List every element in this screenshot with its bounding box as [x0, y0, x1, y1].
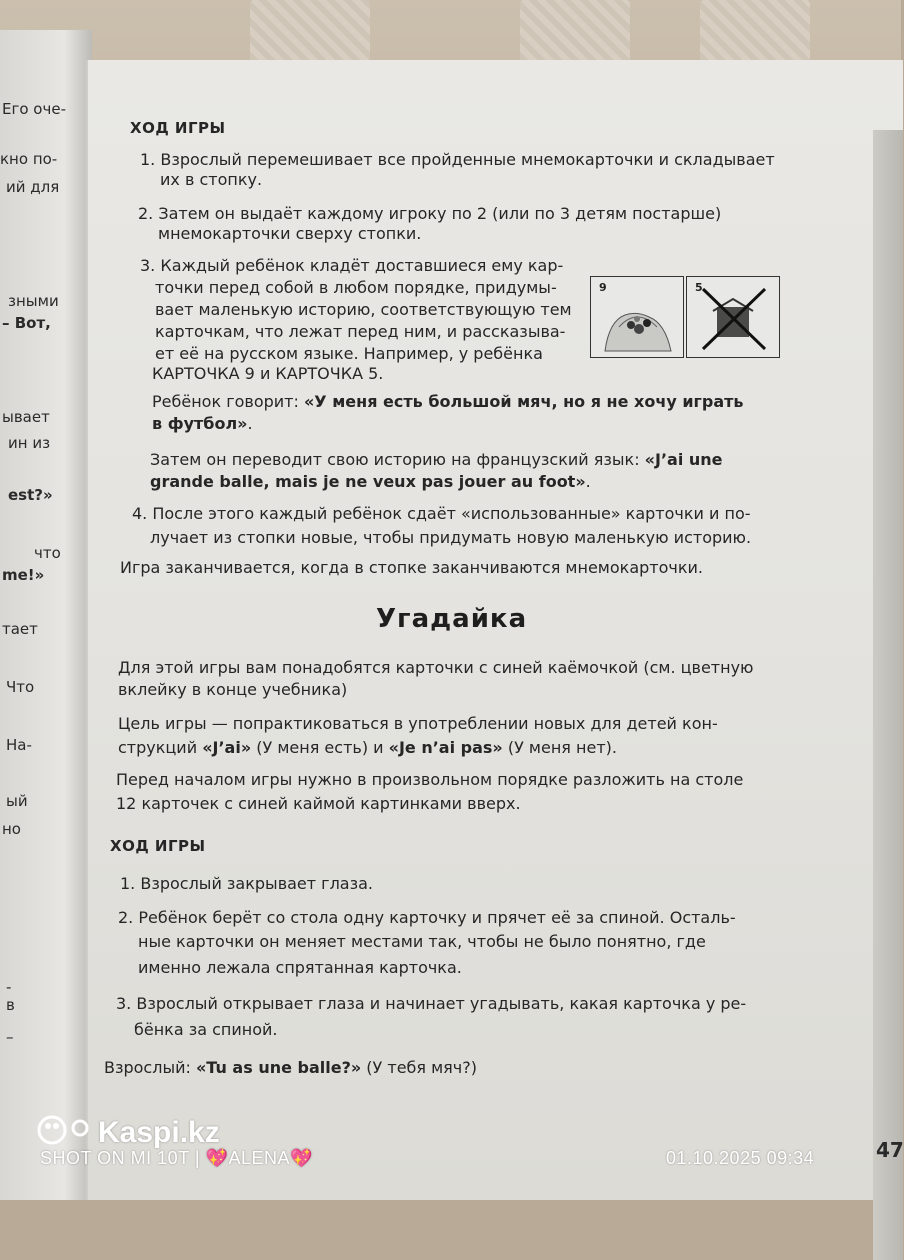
section-heading: ХОД ИГРЫ	[130, 119, 226, 137]
adult-quote: «Tu as une balle?»	[195, 1058, 362, 1077]
goal-phrase: «J’ai»	[202, 738, 252, 757]
goal-phrase: «Je n’ai pas»	[388, 738, 503, 757]
list-item: карточкам, что лежат перед ним, и рассказыва-	[155, 322, 566, 341]
list-item: ет её на русском языке. Например, у ребёнка	[155, 344, 543, 363]
left-page-text: зными	[8, 292, 59, 310]
left-page-text: что	[34, 544, 61, 562]
watermark-camera: SHOT ON MI 10T | 💖ALENA💖	[40, 1148, 313, 1168]
kaspi-logo-icon	[38, 1112, 90, 1148]
left-page-text: На-	[6, 736, 32, 754]
adult-translation: (У тебя мяч?)	[361, 1058, 477, 1077]
left-page-text: ывает	[2, 408, 50, 426]
left-page-text: кно по-	[0, 150, 58, 168]
list-item: 1. Взрослый закрывает глаза.	[120, 874, 374, 893]
child-says-quote: в футбол»	[152, 414, 248, 433]
paragraph	[104, 1056, 477, 1080]
translate-quote: grande balle, mais je ne veux pas jouer au foot»	[150, 472, 586, 491]
goal-text: (У меня нет).	[502, 738, 617, 757]
game-title: Угадайка	[376, 604, 528, 634]
left-page-text: -	[6, 978, 12, 996]
left-page-text: –	[6, 1028, 14, 1046]
card-number: 5	[695, 281, 703, 294]
example-line	[152, 412, 253, 436]
list-item: вает маленькую историю, соответствующую тем	[155, 300, 572, 319]
punctuation: .	[247, 414, 253, 433]
watermark-logo: Kaspi.kz	[98, 1116, 220, 1149]
left-page-text: но	[2, 820, 21, 838]
left-page-text: est?»	[8, 486, 53, 504]
paragraph: вклейку в конце учебника)	[118, 680, 348, 699]
mnemo-card	[686, 276, 780, 358]
paragraph: Игра заканчивается, когда в стопке заканчиваются мнемокарточки.	[120, 558, 703, 577]
list-item: 2. Затем он выдаёт каждому игроку по 2 (или по 3 детям постарше)	[138, 204, 722, 223]
paragraph: Для этой игры вам понадобятся карточки с синей каёмочкой (см. цветную	[118, 658, 754, 677]
paragraph: 12 карточек с синей каймой картинками вверх.	[116, 794, 521, 813]
left-page-text: me!»	[2, 566, 45, 584]
list-item: КАРТОЧКА 9 и КАРТОЧКА 5.	[152, 364, 384, 383]
list-item: 3. Каждый ребёнок кладёт доставшиеся ему кар-	[140, 256, 564, 275]
list-item: бёнка за спиной.	[134, 1020, 278, 1039]
list-item: ные карточки он меняет местами так, чтобы не было понятно, где	[138, 932, 706, 951]
adult-label: Взрослый:	[104, 1058, 196, 1077]
list-item: мнемокарточки сверху стопки.	[158, 224, 422, 243]
example-line	[150, 470, 591, 494]
paragraph	[118, 736, 617, 760]
list-item: 1. Взрослый перемешивает все пройденные мнемокарточки и складывает	[140, 150, 775, 169]
list-item: 3. Взрослый открывает глаза и начинает угадывать, какая карточка у ре-	[116, 994, 747, 1013]
translate-quote: «J’ai une	[644, 450, 723, 469]
list-item: лучает из стопки новые, чтобы придумать новую маленькую историю.	[150, 528, 752, 547]
example-line	[152, 390, 744, 414]
list-item: 2. Ребёнок берёт со стола одну карточку и прячет её за спиной. Осталь-	[118, 908, 736, 927]
left-page-text: ин из	[8, 434, 51, 452]
watermark-datetime: 01.10.2025 09:34	[666, 1148, 815, 1168]
list-item: именно лежала спрятанная карточка.	[138, 958, 462, 977]
child-says-label: Ребёнок говорит:	[152, 392, 304, 411]
list-item: точки перед собой в любом порядке, придумы-	[155, 278, 557, 297]
punctuation: .	[585, 472, 591, 491]
list-item: 4. После этого каждый ребёнок сдаёт «использованные» карточки и по-	[132, 504, 751, 523]
section-heading: ХОД ИГРЫ	[110, 837, 206, 855]
page-edge	[873, 130, 903, 1260]
left-page-text: – Вот,	[2, 314, 51, 332]
left-page-text: тает	[2, 620, 38, 638]
goal-text: струкций	[118, 738, 203, 757]
list-item: их в стопку.	[160, 170, 263, 189]
page-number: 47	[876, 1138, 904, 1162]
mnemo-card	[590, 276, 684, 358]
translate-text: Затем он переводит свою историю на французский язык:	[150, 450, 645, 469]
child-says-quote: «У меня есть большой мяч, но я не хочу играть	[303, 392, 744, 411]
left-page-text: Его оче-	[2, 100, 66, 118]
example-line	[150, 448, 723, 472]
left-page-text: Что	[6, 678, 35, 696]
left-page-text: в	[6, 996, 15, 1014]
left-page	[0, 30, 92, 1200]
paragraph: Цель игры — попрактиковаться в употреблении новых для детей кон-	[118, 714, 718, 733]
left-page-text: ий для	[6, 178, 60, 196]
card-number: 9	[599, 281, 607, 294]
paragraph: Перед началом игры нужно в произвольном порядке разложить на столе	[116, 770, 744, 789]
goal-text: (У меня есть) и	[251, 738, 389, 757]
left-page-text: ый	[6, 792, 28, 810]
